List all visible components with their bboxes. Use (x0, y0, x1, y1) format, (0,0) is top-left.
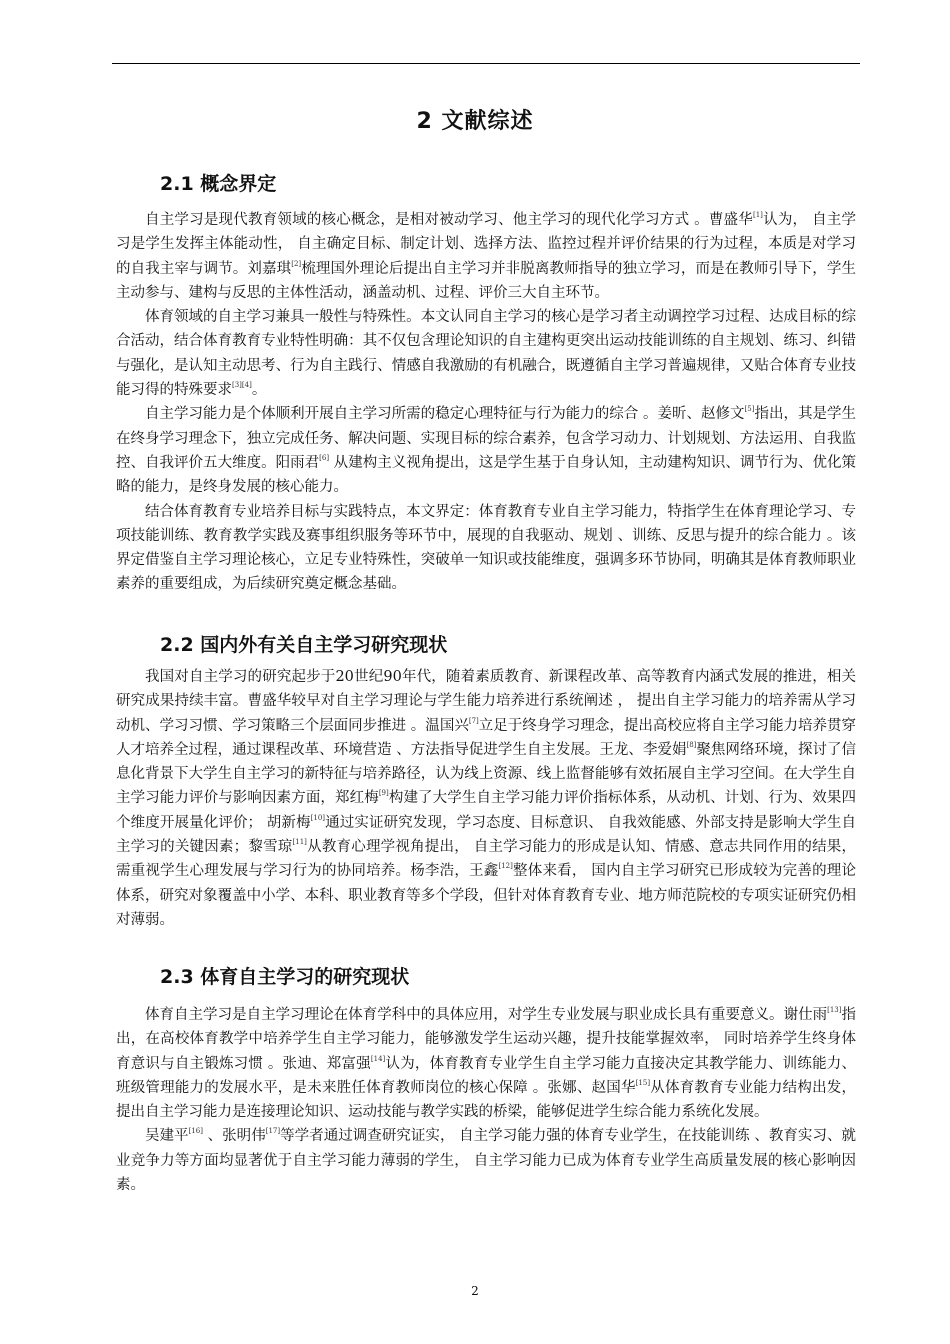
paragraph (116, 402, 856, 499)
paragraph-text: 自主学习是现代教育领域的核心概念，是相对被动学习、他主学习的现代化学习方式 。曹盛华 (145, 212, 753, 228)
citation-ref: [15] (635, 1078, 651, 1087)
citation-ref: [9] (378, 789, 389, 798)
paragraph (116, 208, 856, 305)
paragraph-text: 指出，其是学生在终身学习理念下，独立完成任务、解决问题、实现目标的综合素养，包含学习动力、计划规划、方法运用、自我监控、自我评价五大维度。阳雨君 (116, 406, 857, 471)
paragraph (116, 305, 856, 402)
paragraph-text: 结合体育教育专业培养目标与实践特点，本文界定：体育教育专业自主学习能力，特指学生在体育理论学习、专项技能训练、教育教学实践及赛事组织服务等环节中，展现的自我驱动、规划 、训练、反思与提升的综合能力 。该界定借鉴自主学习理论核心，立足专业特殊性，突破单一知识或技能维度，强调多环节协同，明确其是体育教师职业素养的重要组成，为后续研究奠定概念基础。 (116, 503, 856, 593)
header-rule (112, 63, 860, 64)
paragraph (116, 1124, 856, 1197)
paragraph-text: 从建构主义视角提出，这是学生基于自身认知，主动建构知识、调节行为、优化策略的能力，是终身发展的核心能力。 (116, 454, 857, 496)
citation-ref: [17] (265, 1127, 281, 1136)
citation-ref: [12] (498, 862, 513, 871)
section-heading-2-1: 2.1 概念界定 (160, 173, 277, 195)
paragraph-text: 、张明伟 (202, 1128, 266, 1145)
citation-ref: [16] (188, 1127, 203, 1136)
section-heading-2-3: 2.3 体育自主学习的研究现状 (160, 966, 410, 988)
citation-ref: [11] (292, 838, 307, 847)
section-body-2-3 (116, 1003, 856, 1197)
paragraph-text: 指出，在高校体育教学中培养学生自主学习能力，能够激发学生运动兴趣，提升技能掌握效率， 同时培养学生终身体育意识与自主锻炼习惯 。张迪、郑富强 (116, 1007, 856, 1072)
paragraph-text: 整体来看， 国内自主学习研究已形成较为完善的理论体系，研究对象覆盖中小学、本科、职业教育等多个学段，但针对体育教育专业、地方师范院校的专项实证研究仍相对薄弱。 (116, 863, 856, 928)
paragraph-text: 立足于终身学习理念，提出高校应将自主学习能力培养贯穿人才培养全过程，通过课程改革、环境营造 、方法指导促进学生自主发展。王龙、李爱娟 (116, 717, 857, 758)
paragraph-text: 自主学习能力是个体顺利开展自主学习所需的稳定心理特征与行为能力的综合 。姜昕、赵修文 (145, 406, 745, 423)
citation-ref: [3][4] (232, 381, 252, 390)
paragraph-text: 认为， 自主学习是学生发挥主体能动性， 自主确定目标、制定计划、选择方法、监控过程并评价结果的行为过程，本质是对学习的自我主宰与调节。刘嘉琪 (116, 212, 857, 277)
paragraph-text: 体育领域的自主学习兼具一般性与特殊性。本文认同自主学习的核心是学习者主动调控学习过程、达成目标的综合活动，结合体育教育专业特性明确：其不仅包含理论知识的自主建构更突出运动技能训练的自主规划、练习、纠错与强化，是认知主动思考、行为自主践行、情感自我激励的有机融合，既遵循自主学习普遍规律，又贴合体育专业技能习得的特殊要求 (116, 309, 856, 399)
section-body-2-1 (116, 208, 856, 597)
chapter-title: 2 文献综述 (416, 109, 534, 134)
paragraph-text: 从体育教育专业能力结构出发，提出自主学习能力是连接理论知识、运动技能与教学实践的桥梁，能够促进学生综合能力系统化发展。 (116, 1079, 857, 1121)
paragraph (116, 1003, 856, 1124)
paragraph-text: 通过实证研究发现，学习态度、目标意识、 自我效能感、外部支持是影响大学生自主学习的关键因素；黎雪琼 (116, 814, 857, 856)
paragraph-text: 构建了大学生自主学习能力评价指标体系，从动机、计划、行为、效果四个维度开展量化评价； 胡新梅 (116, 790, 856, 831)
page-number: 2 (471, 1284, 479, 1298)
paragraph (116, 500, 856, 597)
citation-ref: [8] (686, 740, 697, 749)
citation-ref: [13] (827, 1006, 842, 1014)
citation-ref: [1] (753, 211, 763, 219)
paragraph-text: 。 (251, 382, 267, 399)
paragraph-text: 等学者通过调查研究证实， 自主学习能力强的体育专业学生，在技能训练 、教育实习、就业竞争力等方面均显著优于自主学习能力薄弱的学生， 自主学习能力已成为体育专业学生高质量发展的核心影响因素。 (116, 1128, 857, 1194)
citation-ref: [2] (291, 259, 302, 268)
paragraph-text: 认为，体育教育专业学生自主学习能力直接决定其教学能力、训练能力、班级管理能力的发展水平，是未来胜任体育教师岗位的核心保障 。张娜、赵国华 (116, 1055, 857, 1096)
citation-ref: [14] (370, 1054, 386, 1063)
paragraph-text: 我国对自主学习的研究起步于20世纪90年代，随着素质教育、新课程改革、高等教育内涵式发展的推进，相关研究成果持续丰富。曹盛华较早对自主学习理论与学生能力培养进行系统阐述 ， 提出自主学习能力的培养需从学习动机、学习习惯、学习策略三个层面同步推进 。温国兴 (116, 669, 856, 734)
section-heading-2-2: 2.2 国内外有关自主学习研究现状 (160, 634, 448, 656)
section-body-2-2 (116, 665, 856, 932)
paragraph-text: 从教育心理学视角提出， 自主学习能力的形成是认知、情感、意志共同作用的结果， 需重视学生心理发展与学习行为的协同培养。杨李浩，王鑫 (116, 839, 857, 880)
citation-ref: [5] (744, 405, 755, 414)
paragraph (116, 665, 856, 932)
citation-ref: [6] (319, 453, 330, 462)
paragraph-text: 梳理国外理论后提出自主学习并非脱离教师指导的独立学习，而是在教师引导下，学生主动参与、建构与反思的主体性活动，涵盖动机、过程、评价三大自主环节。 (116, 260, 856, 301)
citation-ref: [10] (310, 813, 326, 822)
paragraph-text: 体育自主学习是自主学习理论在体育学科中的具体应用，对学生专业发展与职业成长具有重要意义。谢仕雨 (145, 1007, 828, 1023)
citation-ref: [7] (468, 716, 479, 725)
paragraph-text: 聚焦网络环境，探讨了信息化背景下大学生自主学习的新特征与培养路径，认为线上资源、线上监督能够有效拓展自主学习空间。在大学生自主学习能力评价与影响因素方面，郑红梅 (116, 741, 857, 807)
paragraph-text: 吴建平 (145, 1128, 189, 1145)
